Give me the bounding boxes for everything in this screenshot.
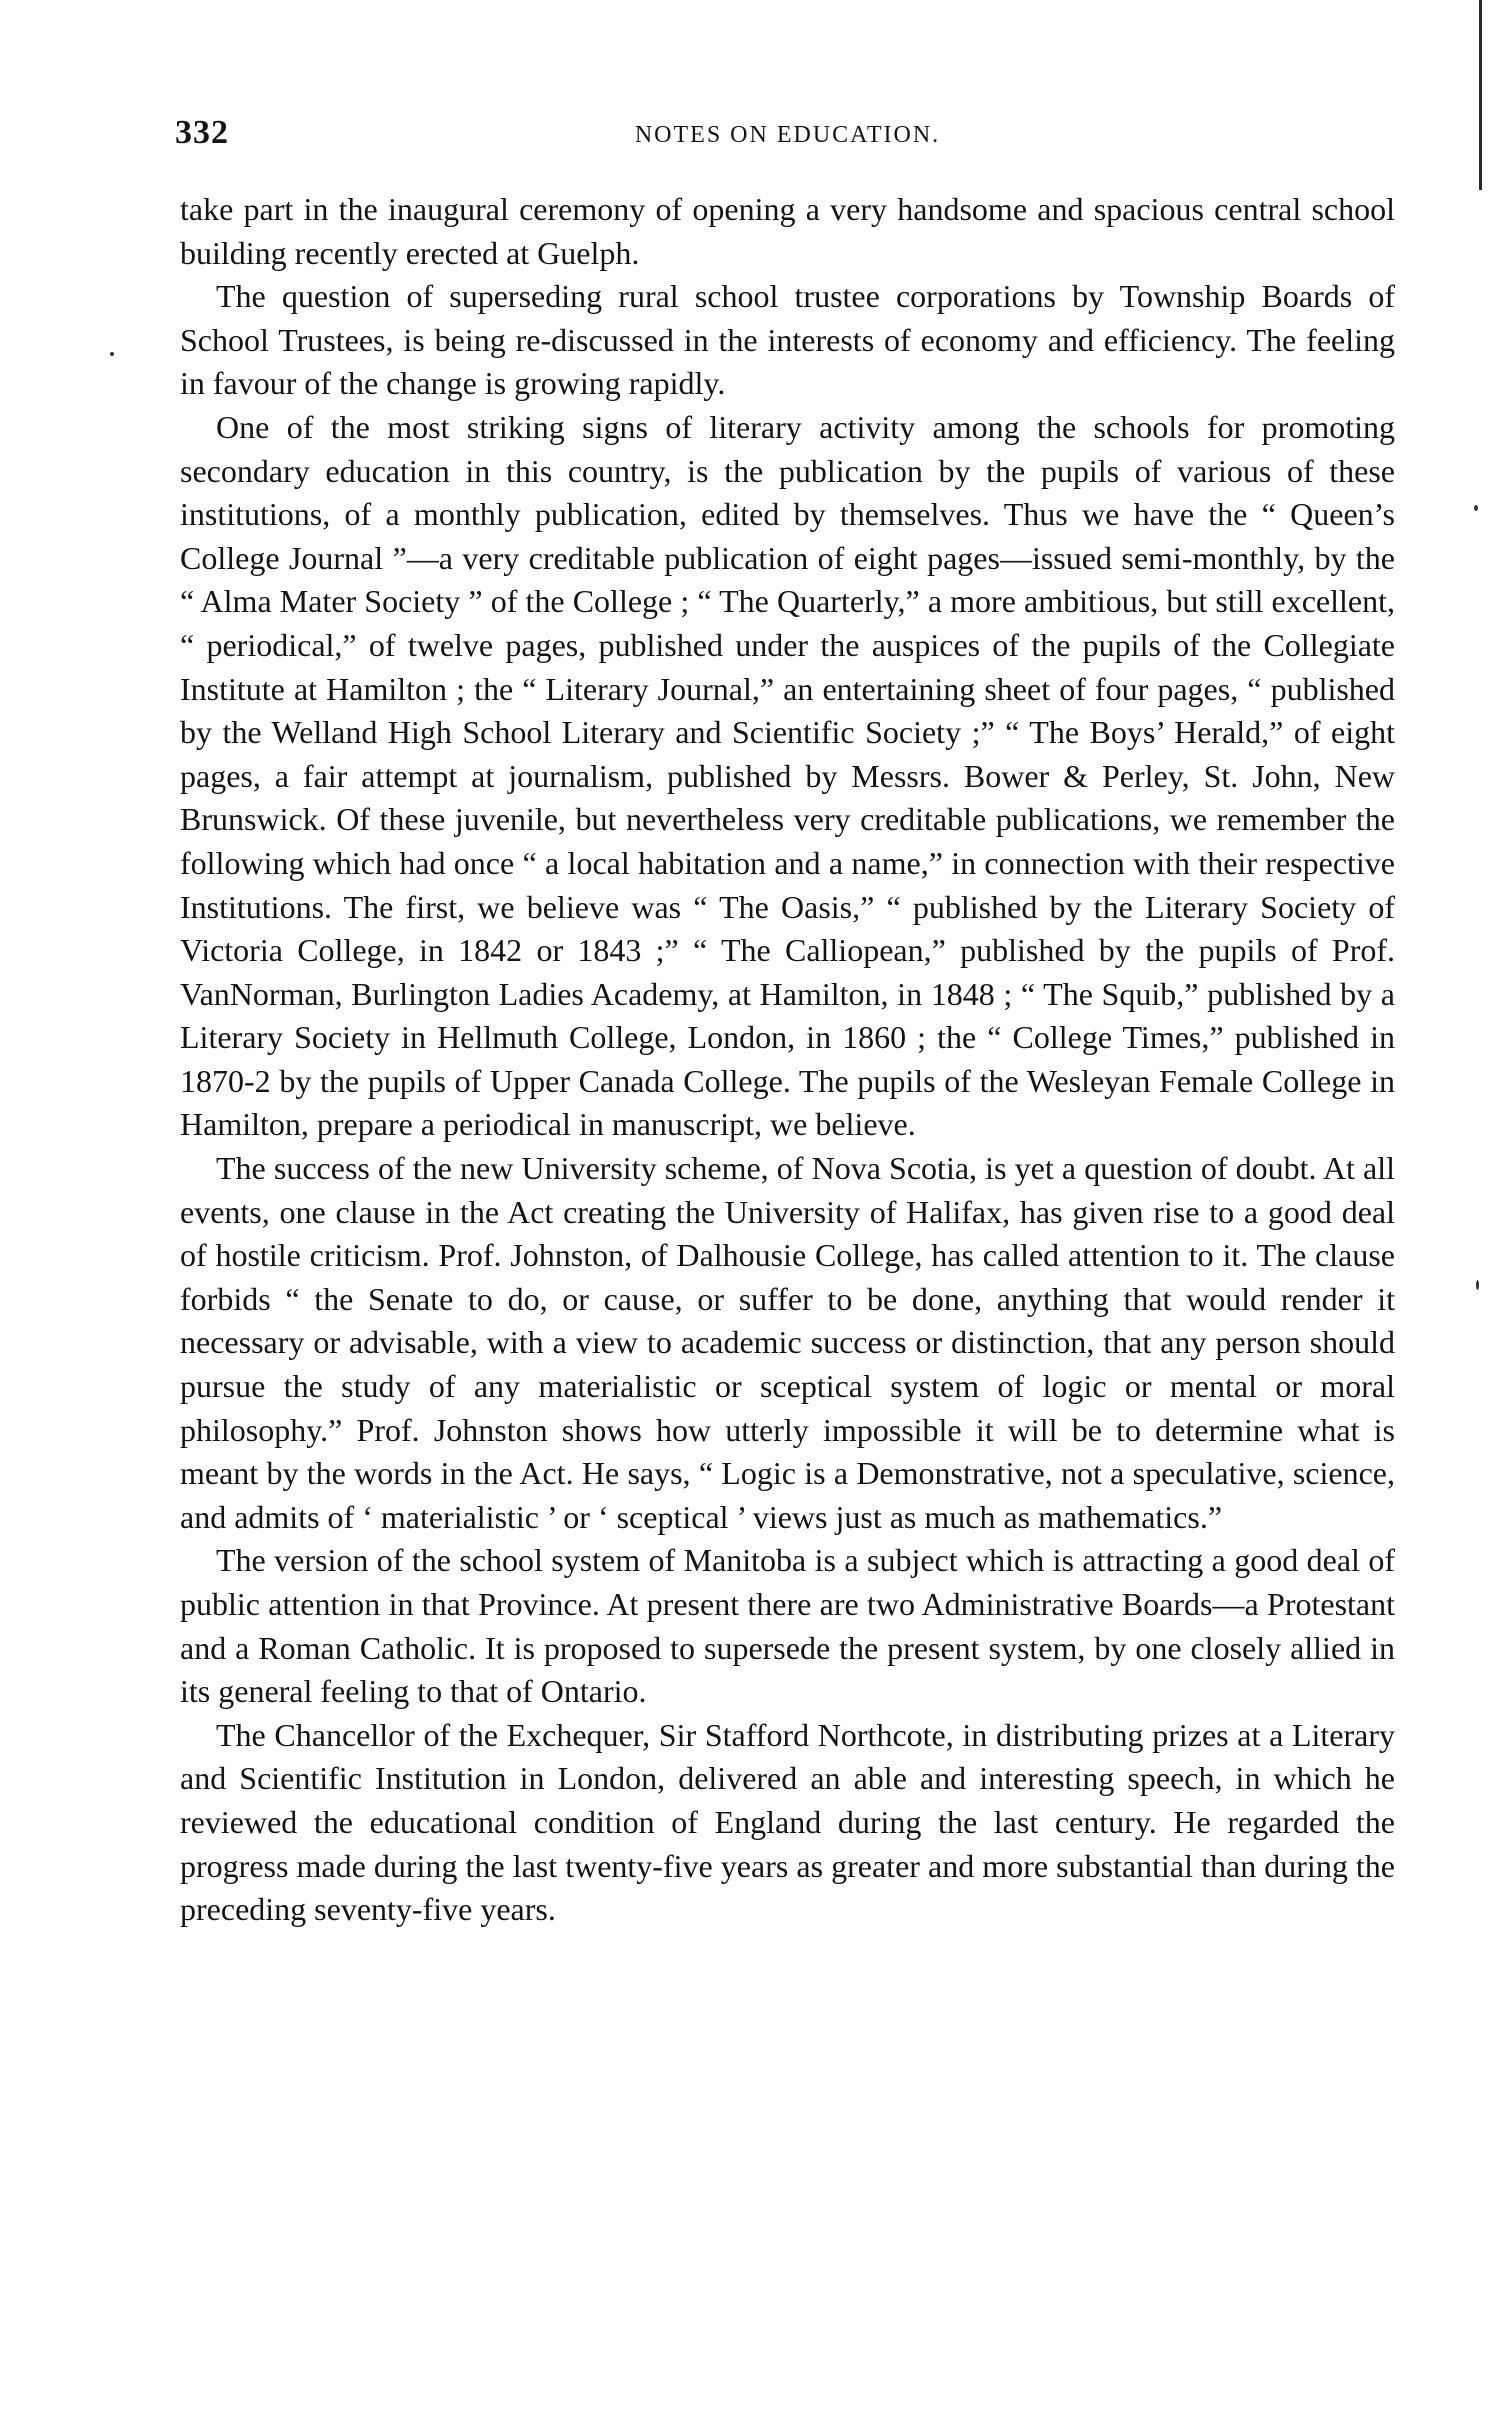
paragraph-nova-scotia-university: The success of the new University scheme, of Nova Scotia, is yet a question of doubt. At all events, one clause in the Act creating the University of Halifax, has given rise to a good deal of hostile criticism. Prof. Johnston, of Dalhousie College, has called attention to it. The clause forbids “ the Senate to do, or cause, or suffer to be done, anything that would render it necessary or advisable, with a view to academic success or distinction, that any person should pursue the study of any materialistic or sceptical system of logic or mental or moral philosophy.” Prof. Johnston shows how utterly impossible it will be to determine what is meant by the words in the Act. He says, “ Logic is a Demonstrative, not a speculative, science, and admits of ‘ materialistic ’ or ‘ sceptical ’ views just as much as mathematics.” bbox=[180, 1150, 1395, 1535]
paragraph-continuation: take part in the inaugural ceremony of opening a very handsome and spacious central school building recently erected at Guelph. bbox=[180, 191, 1395, 271]
paragraph-school-publications: One of the most striking signs of literary activity among the schools for promoting secondary education in this country, is the publication by the pupils of various of these institutions, of a monthly publication, edited by themselves. Thus we have the “ Queen’s College Journal ”—a very creditable publication of eight pages—issued semi-monthly, by the “ Alma Mater Society ” of the College ; “ The Quarterly,” a more ambitious, but still excellent, “ periodical,” of twelve pages, published under the auspices of the pupils of the Collegiate Institute at Hamilton ; the “ Literary Journal,” an entertaining sheet of four pages, “ published by the Welland High School Literary and Scientific Society ;” “ The Boys’ Herald,” of eight pages, a fair attempt at journalism, published by Messrs. Bower & Perley, St. John, New Brunswick. Of these juvenile, but nevertheless very creditable publications, we remember the following which had once “ a local habitation and a name,” in connection with their respective Institutions. The first, we believe was “ The Oasis,” “ published by the Literary Society of Victoria College, in 1842 or 1843 ;” “ The Calliopean,” published by the pupils of Prof. VanNorman, Burlington Ladies Academy, at Hamilton, in 1848 ; “ The Squib,” published by a Literary Society in Hellmuth College, London, in 1860 ; the “ College Times,” published in 1870-2 by the pupils of Upper Canada College. The pupils of the Wesleyan Female College in Hamilton, prepare a periodical in manuscript, we believe. bbox=[180, 408, 1395, 1143]
page bbox=[175, 110, 1395, 1932]
page-edge-mark bbox=[1479, 0, 1482, 190]
page-number: 332 bbox=[175, 114, 229, 151]
body-text bbox=[180, 188, 1395, 1932]
page-header bbox=[175, 110, 1395, 170]
ink-speck bbox=[1476, 1280, 1479, 1290]
paragraph-chancellor-speech: The Chancellor of the Exchequer, Sir Stafford Northcote, in distributing prizes at a Literary and Scientific Institution in London, delivered an able and interesting speech, in which he reviewed the educational condition of England during the last century. He regarded the progress made during the last twenty-five years as greater and more substantial than during the preceding seventy-five years. bbox=[180, 1716, 1395, 1928]
paragraph-township-boards: The question of superseding rural school trustee corporations by Township Boards of School Trustees, is being re-discussed in the interests of economy and efficiency. The feeling in favour of the change is growing rapidly. bbox=[180, 278, 1395, 402]
ink-speck bbox=[1474, 505, 1478, 511]
ink-speck bbox=[110, 352, 114, 356]
paragraph-manitoba-school-system: The version of the school system of Manitoba is a subject which is attracting a good deal of public attention in that Province. At present there are two Administrative Boards—a Protestant and a Roman Catholic. It is proposed to supersede the present system, by one closely allied in its general feeling to that of Ontario. bbox=[180, 1542, 1395, 1710]
running-title: NOTES ON EDUCATION. bbox=[634, 122, 941, 148]
